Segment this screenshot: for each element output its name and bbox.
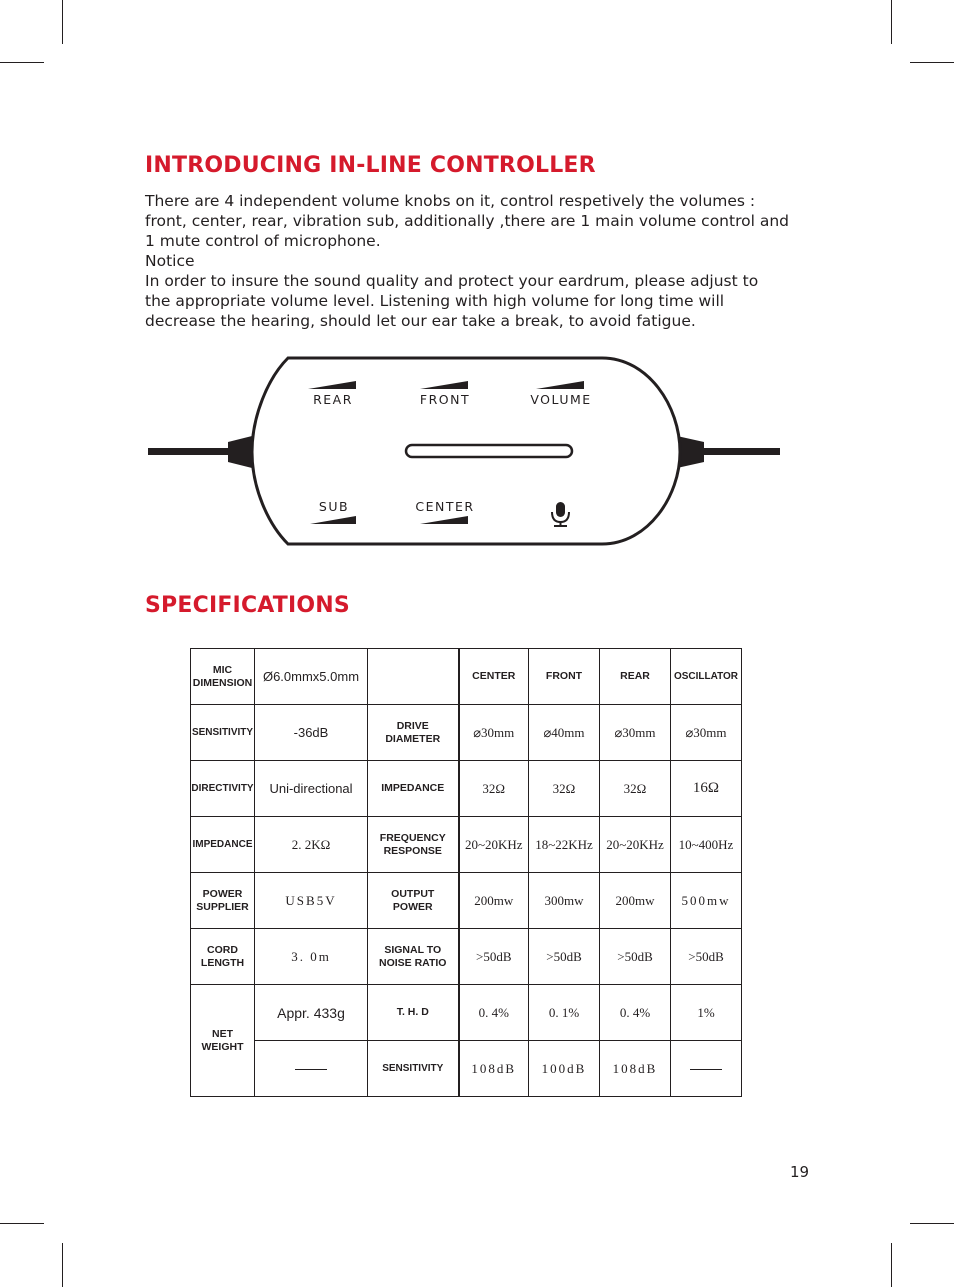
drive-diameter-label: DRIVE DIAMETER [368,705,459,761]
left-cable [148,448,230,455]
output-power-front: 300mw [529,873,600,929]
thd-label: T. H. D [368,985,459,1041]
drive-diameter-oscillator: ⌀30mm [671,705,742,761]
table-row [191,985,742,1041]
mic-impedance-label: IMPEDANCE [191,817,255,873]
crop-mark [0,1223,44,1224]
snr-label: SIGNAL TO NOISE RATIO [368,929,459,985]
intro-heading: INTRODUCING IN-LINE CONTROLLER [145,153,596,178]
crop-mark [62,0,63,44]
empty-dash-cell [671,1041,742,1097]
header-center: CENTER [459,649,529,705]
intro-line: In order to insure the sound quality and protect your eardrum, please adjust to [145,272,759,290]
volume-label: VOLUME [530,392,592,407]
table-row [191,761,742,817]
net-weight-label: NET WEIGHT [191,985,255,1097]
speaker-sensitivity-label: SENSITIVITY [368,1041,459,1097]
mic-impedance-value: 2. 2KΩ [255,817,368,873]
output-power-oscillator: 500mw [671,873,742,929]
left-cable-strain-relief [228,436,252,468]
snr-oscillator: >50dB [671,929,742,985]
intro-text [145,191,805,331]
power-supplier-value: USB5V [255,873,368,929]
snr-front: >50dB [529,929,600,985]
sub-label: SUB [318,499,350,514]
drive-diameter-front: ⌀40mm [529,705,600,761]
thd-oscillator: 1% [671,985,742,1041]
thd-front: 0. 1% [529,985,600,1041]
center-slot [406,445,572,457]
notice-label: Notice [145,252,195,270]
power-supplier-label: POWER SUPPLIER [191,873,255,929]
thd-center: 0. 4% [459,985,529,1041]
header-rear: REAR [600,649,671,705]
intro-line: front, center, rear, vibration sub, additionally ,there are 1 main volume control and [145,212,789,230]
table-row [191,929,742,985]
directivity-label: DIRECTIVITY [191,761,255,817]
frequency-response-center: 20~20KHz [459,817,529,873]
cord-length-value: 3. 0m [255,929,368,985]
intro-line: 1 mute control of microphone. [145,232,381,250]
specifications-heading: SPECIFICATIONS [145,593,350,618]
center-label: CENTER [415,499,475,514]
output-power-center: 200mw [459,873,529,929]
table-row [191,649,742,705]
snr-rear: >50dB [600,929,671,985]
crop-mark [891,0,892,44]
frequency-response-rear: 20~20KHz [600,817,671,873]
specifications-table [190,648,742,1097]
crop-mark [910,62,954,63]
snr-center: >50dB [459,929,529,985]
right-cable [702,448,780,455]
impedance-rear: 32Ω [600,761,671,817]
intro-line: There are 4 independent volume knobs on it, control respetively the volumes : [145,192,756,210]
crop-mark [62,1243,63,1287]
header-oscillator: OSCILLATOR [671,649,742,705]
intro-line: decrease the hearing, should let our ear take a break, to avoid fatigue. [145,312,696,330]
impedance-front: 32Ω [529,761,600,817]
drive-diameter-center: ⌀30mm [459,705,529,761]
mic-dimension-value: Ø6.0mmx5.0mm [255,649,368,705]
table-row [191,705,742,761]
frequency-response-label: FREQUENCY RESPONSE [368,817,459,873]
frequency-response-front: 18~22KHz [529,817,600,873]
page-number: 19 [790,1163,810,1181]
mic-dimension-label: MIC DIMENSION [191,649,255,705]
inline-controller-diagram [148,356,780,548]
drive-diameter-rear: ⌀30mm [600,705,671,761]
empty-cell [368,649,459,705]
sensitivity-value: -36dB [255,705,368,761]
header-front: FRONT [529,649,600,705]
sensitivity-label: SENSITIVITY [191,705,255,761]
impedance-center: 32Ω [459,761,529,817]
crop-mark [0,62,44,63]
impedance-oscillator: 16Ω [671,761,742,817]
directivity-value: Uni-directional [255,761,368,817]
cord-length-label: CORD LENGTH [191,929,255,985]
rear-label: REAR [313,392,353,407]
table-row [191,817,742,873]
speaker-sensitivity-rear: 108dB [600,1041,671,1097]
crop-mark [910,1223,954,1224]
impedance-label: IMPEDANCE [368,761,459,817]
table-row [191,873,742,929]
output-power-rear: 200mw [600,873,671,929]
intro-line: the appropriate volume level. Listening with high volume for long time will [145,292,725,310]
front-label: FRONT [419,392,471,407]
speaker-sensitivity-front: 100dB [529,1041,600,1097]
table-row [191,1041,742,1097]
thd-rear: 0. 4% [600,985,671,1041]
empty-dash-cell [255,1041,368,1097]
frequency-response-oscillator: 10~400Hz [671,817,742,873]
output-power-label: OUTPUT POWER [368,873,459,929]
speaker-sensitivity-center: 108dB [459,1041,529,1097]
net-weight-value: Appr. 433g [255,985,368,1041]
crop-mark [891,1243,892,1287]
